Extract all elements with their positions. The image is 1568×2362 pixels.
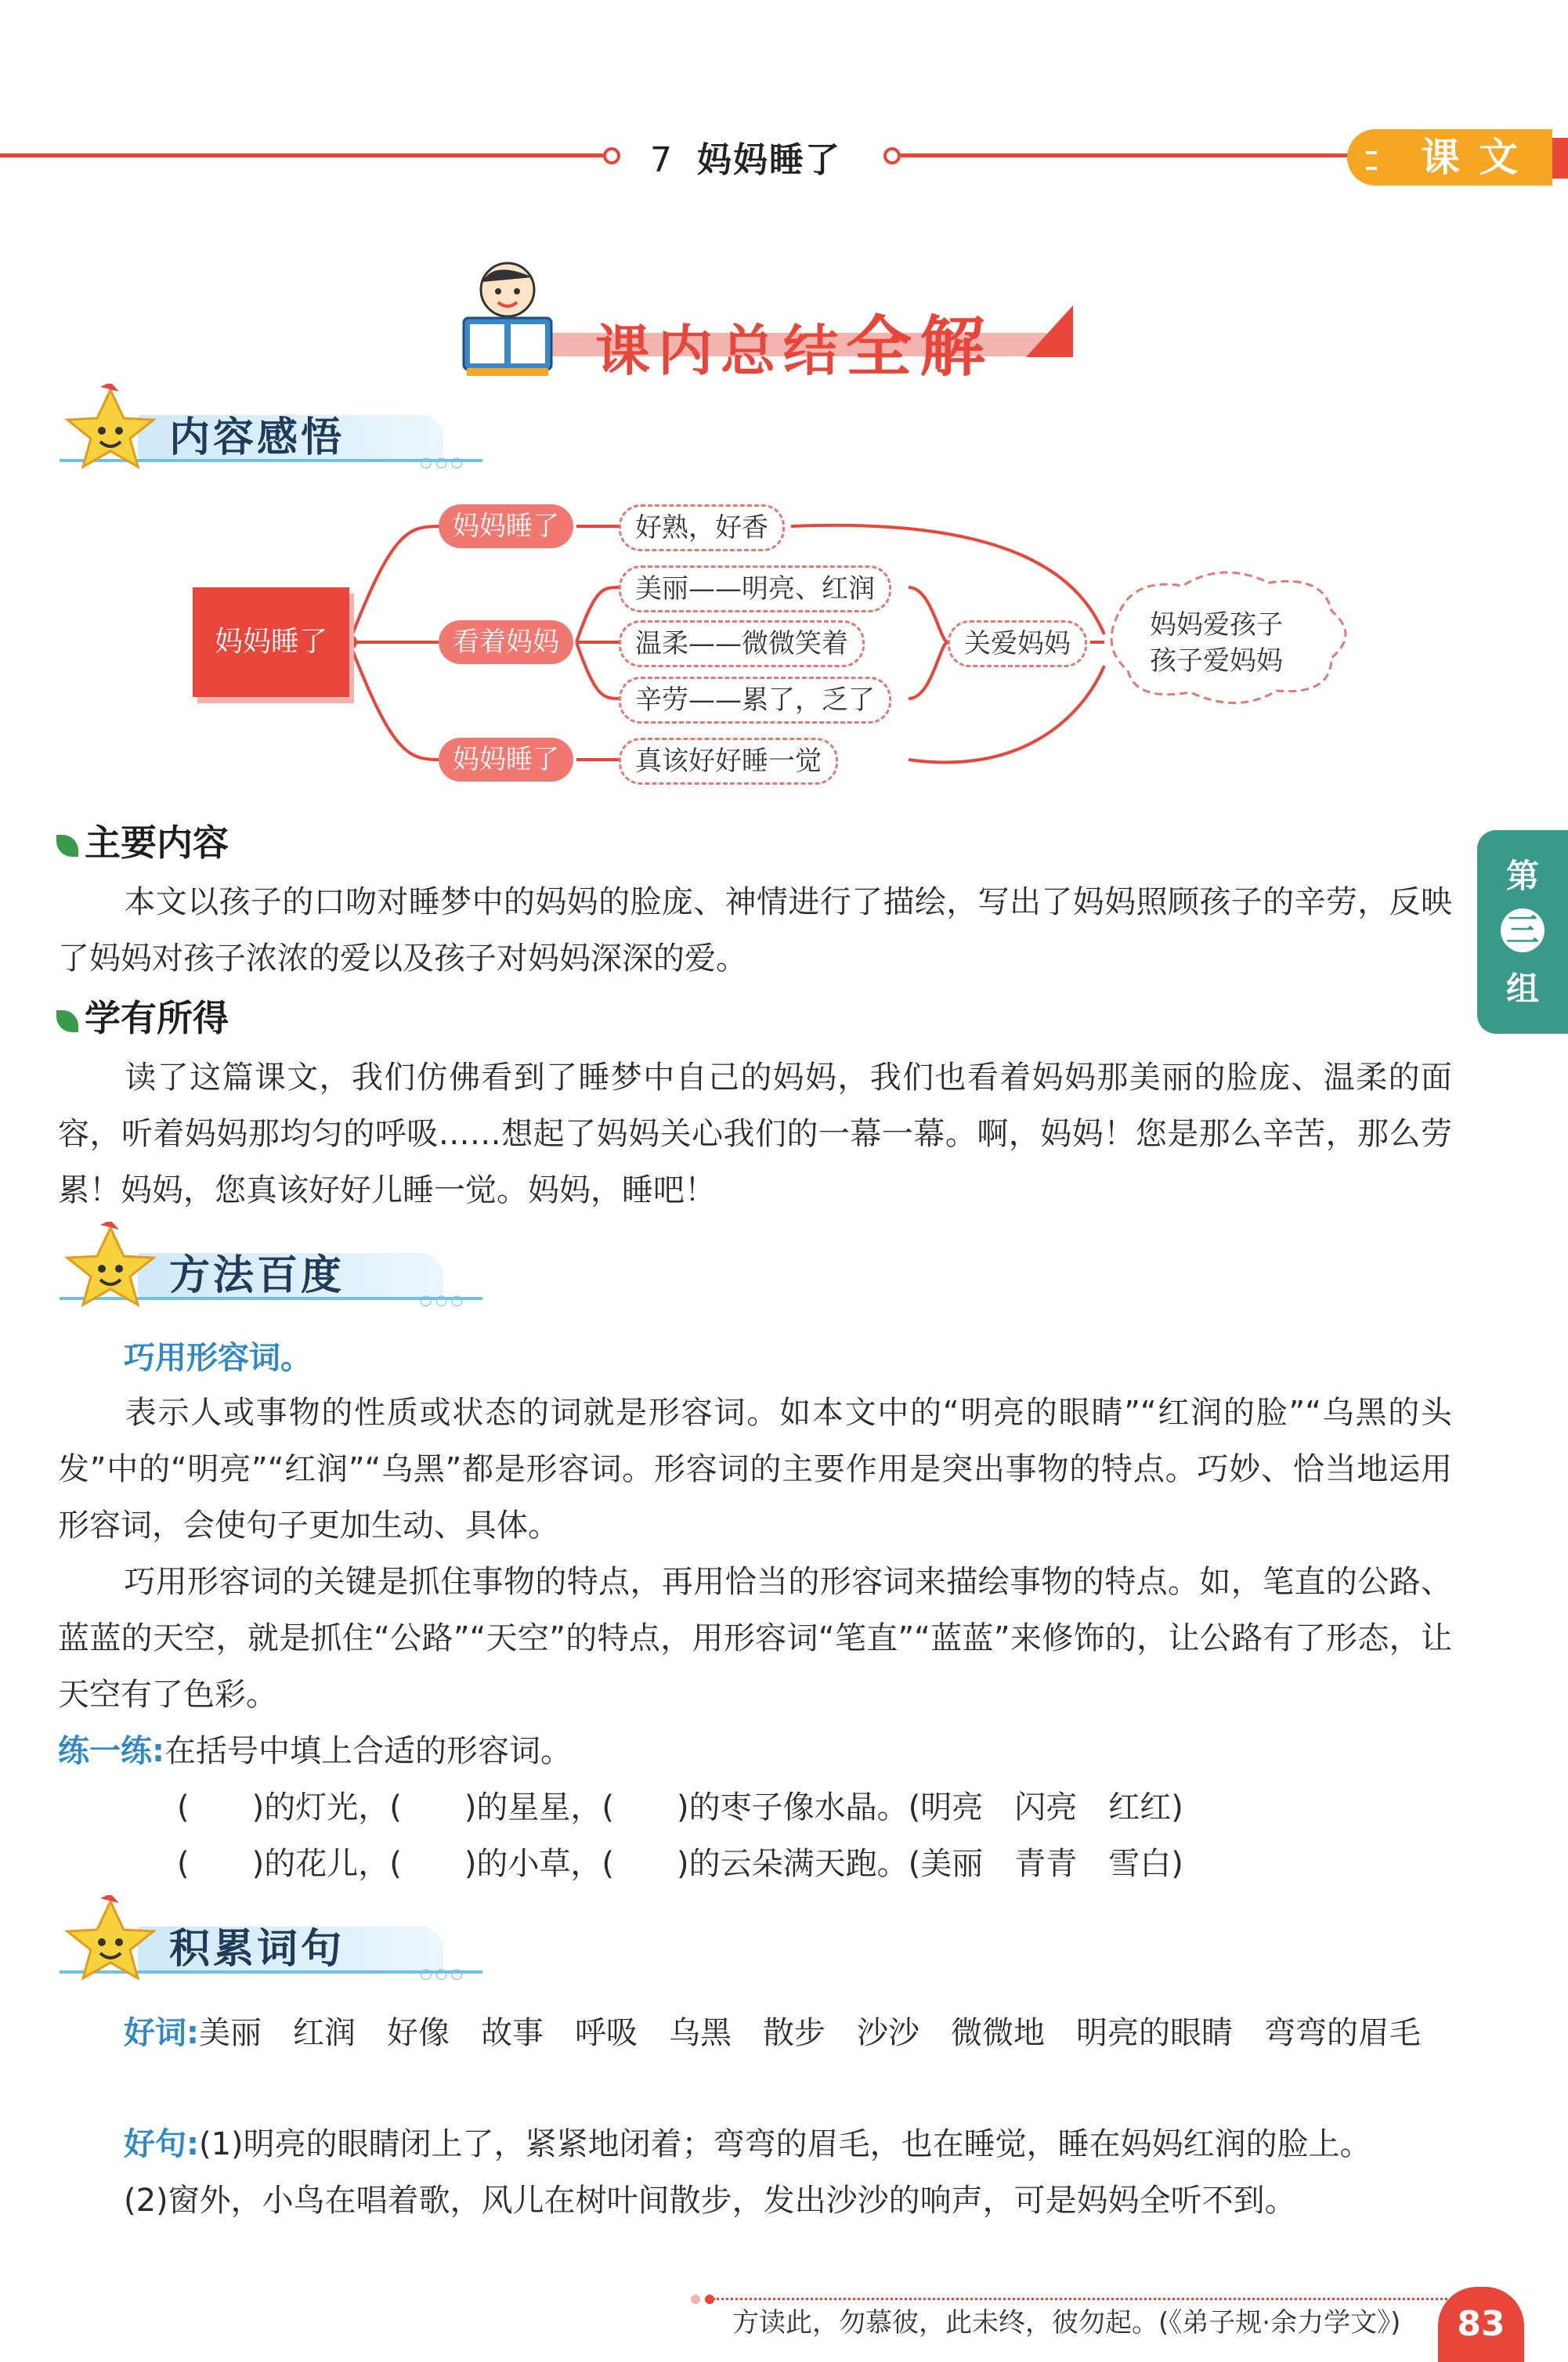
good-sentence-2: (2)窗外，小鸟在唱着歌，风儿在树叶间散步，发出沙沙的响声，可是妈妈全听不到。 (124, 2183, 1296, 2219)
exercise-text: 在括号中填上合适的形容词。 (164, 1733, 572, 1769)
star-icon (52, 384, 169, 470)
learning-heading (56, 990, 229, 1042)
branch-sleep-2: 妈妈睡了 (439, 738, 573, 782)
leaf-gentle: 温柔——微微笑着 (619, 620, 865, 667)
method-para-1 (58, 1385, 1452, 1554)
side-tab-top: 第 (1505, 857, 1539, 895)
header-dot-left (603, 147, 620, 164)
banner-title-big: 全解 (846, 309, 994, 385)
good-sentences-label: 好句: (124, 2126, 199, 2162)
exercise-label: 练一练: (58, 1733, 164, 1769)
leaf-sleep-1: 好熟，好香 (619, 504, 785, 551)
branch-sleep-1: 妈妈睡了 (439, 504, 573, 548)
leaf-toil: 辛劳——累了，乏了 (619, 677, 891, 724)
branch-watch: 看着妈妈 (439, 620, 573, 664)
side-tab-bottom: 组 (1505, 970, 1539, 1008)
leaf-sleep-2: 真该好好睡一觉 (619, 738, 838, 785)
star-icon (52, 1222, 169, 1308)
good-sentence-1: (1)明亮的眼睛闭上了，紧紧地闭着；弯弯的眉毛，也在睡觉，睡在妈妈红润的脸上。 (199, 2126, 1371, 2162)
mind-map (0, 486, 1568, 814)
method-para-2 (58, 1554, 1452, 1723)
lesson-type-label: 课文 (1421, 135, 1537, 180)
lesson-type-tag (1347, 129, 1552, 186)
section-title: 方法百度 (169, 1252, 345, 1299)
footer-quote: 方读此，勿慕彼，此未终，彼勿起。(《弟子规·余力学文》) (732, 2307, 1401, 2339)
main-content-text (58, 874, 1452, 987)
section-header-method (52, 1222, 490, 1308)
learning-text (58, 1049, 1452, 1219)
method-subheading: 巧用形容词。 (124, 1340, 312, 1376)
node-care-mom: 关爱妈妈 (948, 620, 1087, 667)
main-content-heading (56, 814, 229, 866)
section-dots: ○○○ (420, 1966, 467, 1982)
section-title: 积累词句 (169, 1926, 345, 1973)
summary-banner (446, 258, 1073, 384)
header-line-left (0, 153, 603, 157)
learning-heading-text: 学有所得 (85, 997, 229, 1039)
lesson-name: 妈妈睡了 (697, 140, 841, 180)
header-dot-right (883, 147, 901, 164)
header-line-right (901, 153, 1355, 157)
leaf-beauty: 美丽——明亮、红润 (619, 565, 891, 612)
good-sentence-2-row (58, 2172, 1452, 2229)
section-title: 内容感悟 (169, 414, 345, 461)
section-header-insight (52, 384, 490, 470)
method-para-1-text: 表示人或事物的性质或状态的词就是形容词。如本文中的“明亮的眼睛”“红润的脸”“乌黑的头发”中的“明亮”“红润”“乌黑”都是形容词。形容词的主要作用是突出事物的特点。巧妙、恰当地运用形容词，会使句子更加生动、具体。 (58, 1395, 1452, 1544)
side-tab-number: 三 (1501, 908, 1545, 952)
reading-kid-icon (446, 258, 564, 384)
unit-side-tab (1477, 830, 1568, 1034)
section-header-accumulate (52, 1895, 490, 1981)
mind-map-center: 妈妈睡了 (193, 587, 349, 697)
banner-title (595, 294, 993, 389)
main-content-body: 本文以孩子的口吻对睡梦中的妈妈的脸庞、神情进行了描绘，写出了妈妈照顾孩子的辛劳，反映了妈妈对孩子浓浓的爱以及孩子对妈妈深深的爱。 (58, 884, 1452, 977)
star-icon (52, 1895, 169, 1981)
learning-body: 读了这篇课文，我们仿佛看到了睡梦中自己的妈妈，我们也看着妈妈那美丽的脸庞、温柔的面容，听着妈妈那均匀的呼吸……想起了妈妈关心我们的一幕一幕。啊，妈妈！您是那么辛苦，那么劳累！妈妈，您真该好好儿睡一觉。妈妈，睡吧！ (58, 1060, 1452, 1208)
exercise-line-1: ( )的灯光，( )的星星，( )的枣子像水晶。(明亮 闪亮 红红) (177, 1790, 1183, 1826)
main-content-heading-text: 主要内容 (85, 822, 229, 864)
leaf-icon (56, 835, 78, 857)
section-dots: ○○○ (420, 1292, 467, 1309)
lesson-title (650, 132, 841, 182)
cloud-line-2: 孩子爱妈妈 (1150, 645, 1283, 677)
section-dots: ○○○ (420, 454, 467, 471)
exercise (58, 1723, 1452, 1779)
good-words (58, 2005, 1452, 2061)
good-words-list: 美丽 红润 好像 故事 呼吸 乌黑 散步 沙沙 微微地 明亮的眼睛 弯弯的眉毛 (199, 2015, 1421, 2051)
good-sentences (58, 2116, 1452, 2172)
cloud-line-1: 妈妈爱孩子 (1150, 609, 1283, 641)
tag-mark-icon (1366, 151, 1377, 170)
footer-dot (691, 2295, 700, 2304)
banner-title-small: 课内总结 (595, 319, 846, 383)
leaf-icon (56, 1010, 78, 1032)
lesson-number: 7 (650, 140, 674, 180)
exercise-line-2: ( )的花儿，( )的小草，( )的云朵满天跑。(美丽 青青 雪白) (177, 1846, 1183, 1882)
banner-triangle (1026, 305, 1073, 357)
page-number: 83 (1438, 2287, 1524, 2362)
good-words-label: 好词: (124, 2015, 199, 2051)
method-para-2-text: 巧用形容词的关键是抓住事物的特点，再用恰当的形容词来描绘事物的特点。如，笔直的公路、蓝蓝的天空，就是抓住“公路”“天空”的特点，用形容词“笔直”“蓝蓝”来修饰的，让公路有了形态，让天空有了色彩。 (58, 1564, 1452, 1713)
